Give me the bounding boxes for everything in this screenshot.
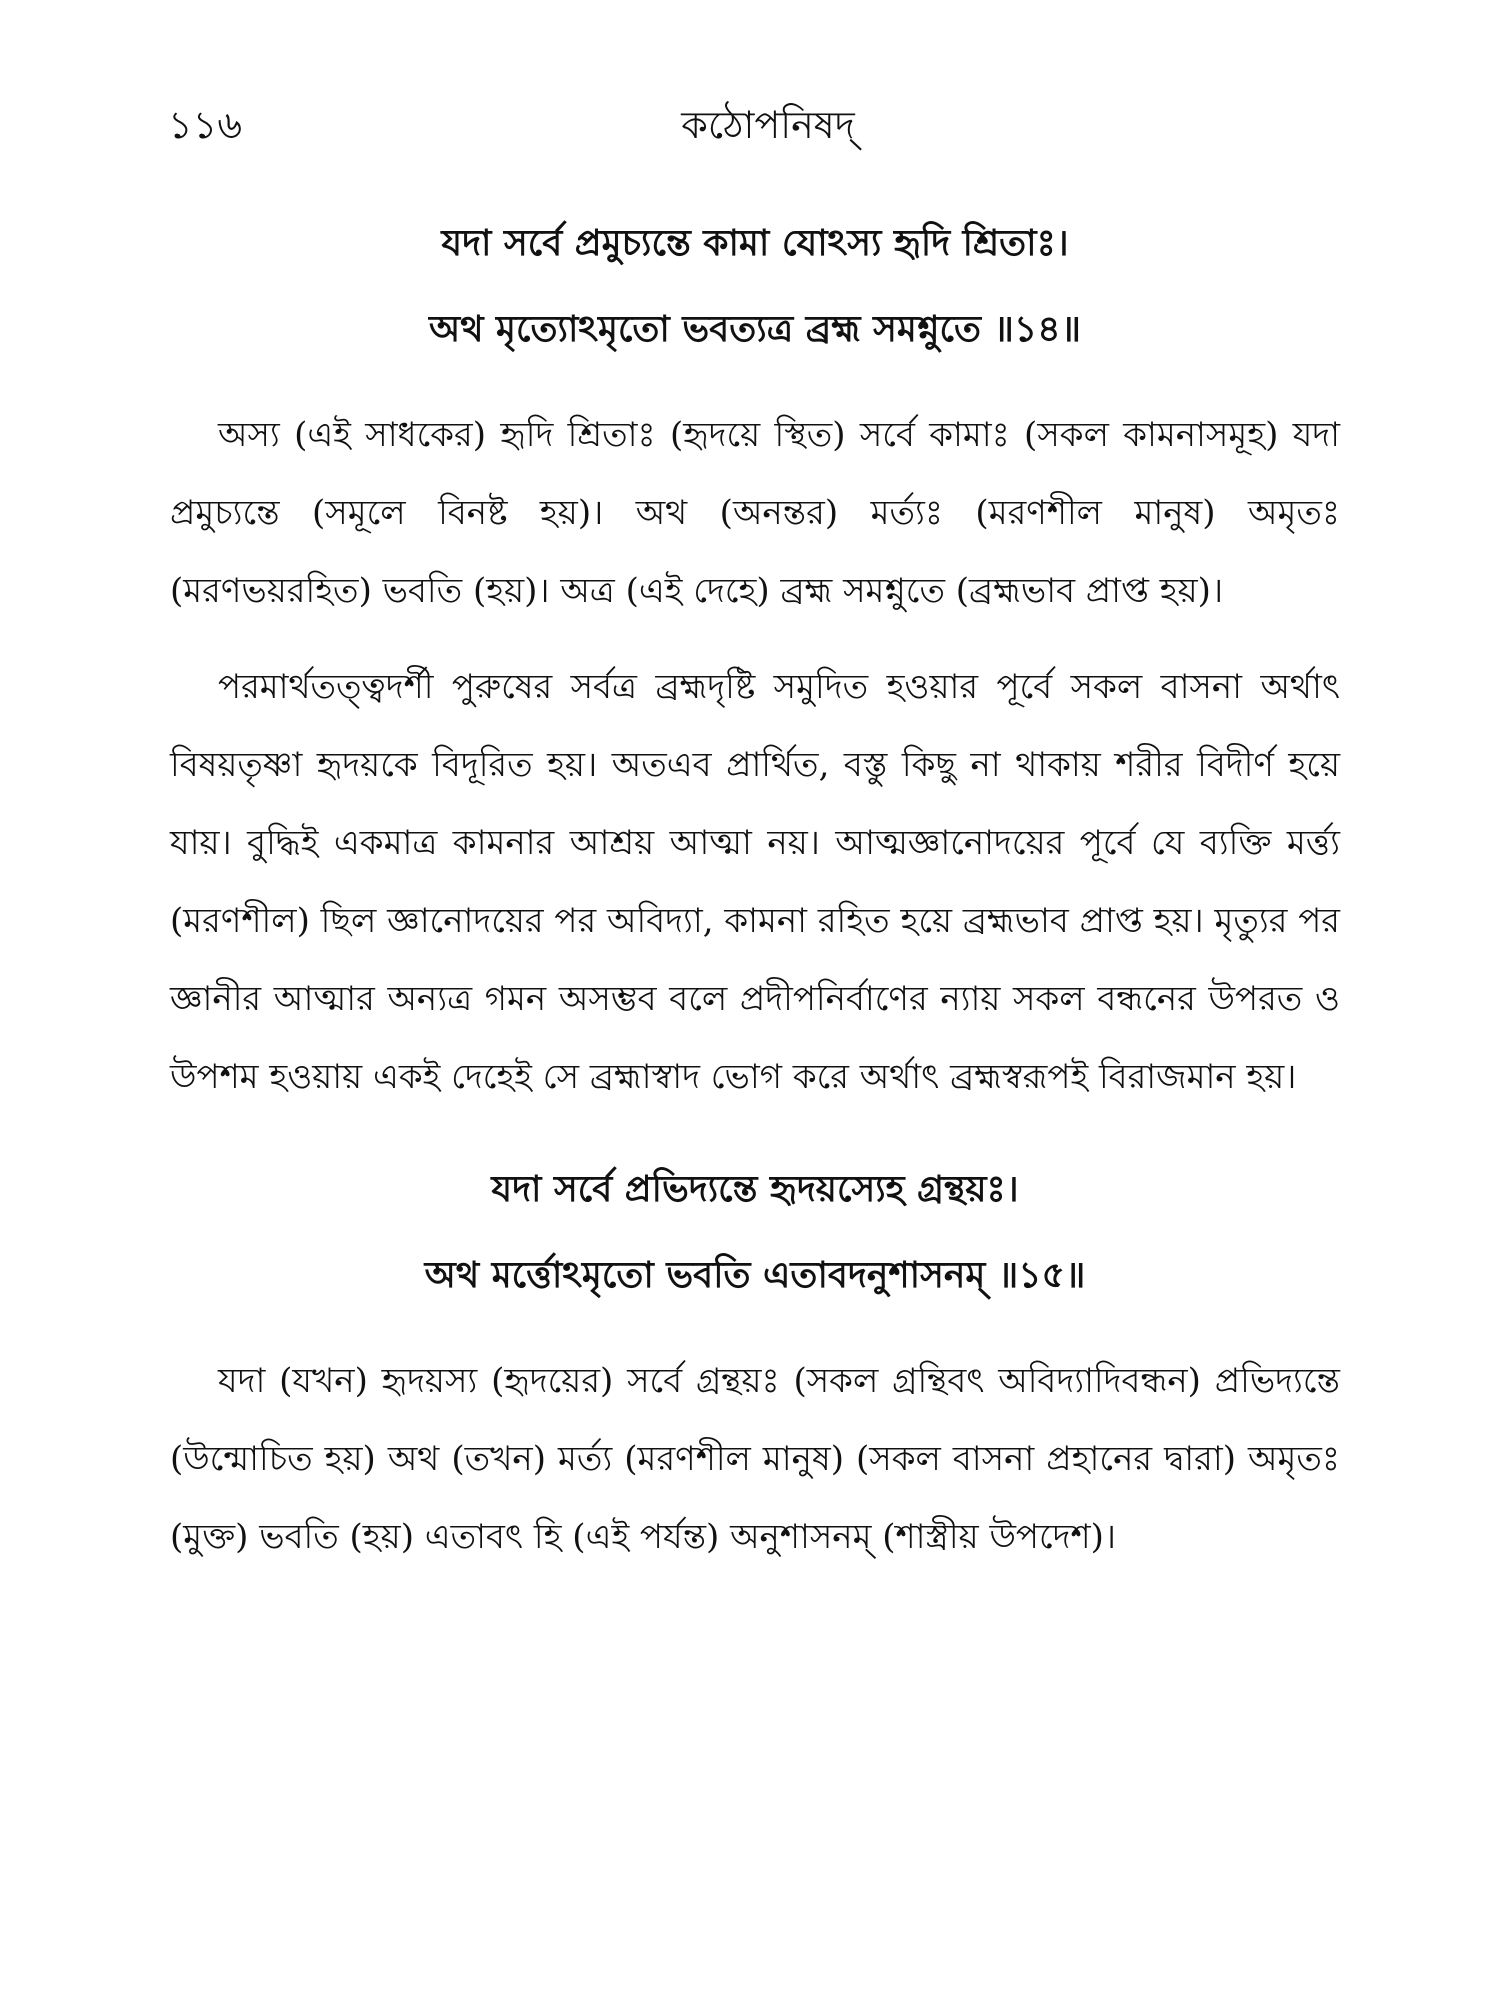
page-body (170, 200, 1340, 1594)
verse-14-gloss: অস্য (এই সাধকের) হৃদি শ্রিতাঃ (হৃদয়ে স্থিত) সর্বে কামাঃ (সকল কামনাসমূহ) যদা প্রমুচ্যন্তে (সমূলে বিনষ্ট হয়)। অথ (অনন্তর) মর্ত্যঃ (মরণশীল মানুষ) অমৃতঃ (মরণভয়রহিত) ভবতি (হয়)। অত্র (এই দেহে) ব্রহ্ম সমশ্নুতে (ব্রহ্মভাব প্রাপ্ত হয়)। (170, 415, 1340, 611)
running-title: কঠোপনিষদ্ (681, 103, 855, 147)
verse-14-line-2: অথ মৃত্যোঽমৃতো ভবত্যত্র ব্রহ্ম সমশ্নুতে ॥১৪॥ (429, 308, 1081, 350)
page-number: ১১৬ (168, 103, 243, 147)
verse-14-line-1: যদা সর্বে প্রমুচ্যন্তে কামা যোঽস্য হৃদি শ্রিতাঃ। (441, 222, 1069, 264)
verse-14 (170, 200, 1340, 372)
verse-15 (170, 1146, 1340, 1318)
verse-15-line-1: যদা সর্বে প্রভিদ্যন্তে হৃদয়স্যেহ গ্রন্থয়ঃ। (491, 1168, 1019, 1210)
verse-15-gloss: যদা (যখন) হৃদয়স্য (হৃদয়ের) সর্বে গ্রন্থয়ঃ (সকল গ্রন্থিবৎ অবিদ্যাদিবন্ধন) প্রভিদ্যন্তে (উন্মোচিত হয়) অথ (তখন) মর্ত্য (মরণশীল মানুষ) (সকল বাসনা প্রহানের দ্বারা) অমৃতঃ (মুক্ত) ভবতি (হয়) এতাবৎ হি (এই পর্যন্ত) অনুশাসনম্ (শাস্ত্রীয় উপদেশ)। (170, 1361, 1340, 1557)
verse-15-line-2: অথ মর্ত্তোঽমৃতো ভবতি এতাবদনুশাসনম্ ॥১৫॥ (424, 1254, 1086, 1296)
verse-14-commentary: পরমার্থতত্ত্বদর্শী পুরুষের সর্বত্র ব্রহ্মদৃষ্টি সমুদিত হওয়ার পূর্বে সকল বাসনা অর্থাৎ বিষয়তৃষ্ণা হৃদয়কে বিদূরিত হয়। অতএব প্রার্থিত, বস্তু কিছু না থাকায় শরীর বিদীর্ণ হয়ে যায়। বুদ্ধিই একমাত্র কামনার আশ্রয় আত্মা নয়। আত্মজ্ঞানোদয়ের পূর্বে যে ব্যক্তি মর্ত্ত্য (মরণশীল) ছিল জ্ঞানোদয়ের পর অবিদ্যা, কামনা রহিত হয়ে ব্রহ্মভাব প্রাপ্ত হয়। মৃত্যুর পর জ্ঞানীর আত্মার অন্যত্র গমন অসম্ভব বলে প্রদীপনির্বাণের ন্যায় সকল বন্ধনের উপরত ও উপশম হওয়ায় একই দেহেই সে ব্রহ্মাস্বাদ ভোগ করে অর্থাৎ ব্রহ্মস্বরূপই বিরাজমান হয়। (170, 667, 1340, 1097)
page-header (168, 96, 1368, 156)
